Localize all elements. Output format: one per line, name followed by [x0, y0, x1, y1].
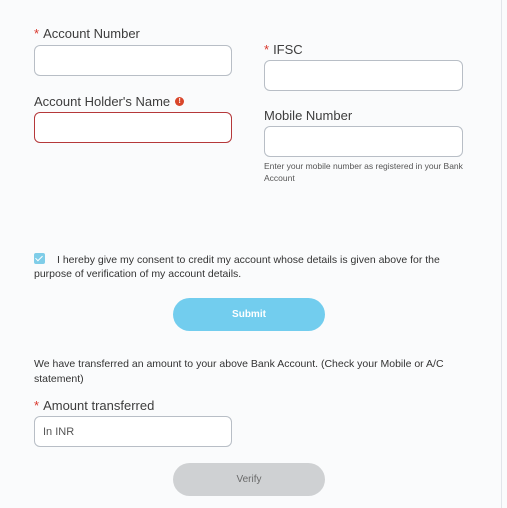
- transfer-info-text: We have transferred an amount to your above Bank Account. (Check your Mobile or A/C statement): [34, 358, 444, 385]
- account-number-input[interactable]: [34, 45, 232, 76]
- account-holder-name-label-text: Account Holder's Name: [34, 94, 171, 109]
- ifsc-input[interactable]: [264, 60, 463, 91]
- required-mark: *: [34, 26, 40, 41]
- error-icon: !: [175, 97, 184, 106]
- amount-transferred-label: [34, 398, 154, 413]
- ifsc-label-text: IFSC: [273, 42, 303, 57]
- consent-row: [34, 253, 464, 281]
- mobile-number-hint: Enter your mobile number as registered in your Bank Account: [264, 161, 463, 183]
- submit-button[interactable]: Submit: [173, 298, 325, 331]
- mobile-number-label-text: Mobile Number: [264, 108, 353, 123]
- frame-edge: [501, 0, 507, 508]
- consent-checkbox[interactable]: [34, 253, 45, 264]
- required-mark: *: [264, 42, 270, 57]
- account-number-label-text: Account Number: [43, 26, 140, 41]
- mobile-number-label: [264, 108, 352, 123]
- account-holder-name-input[interactable]: [34, 112, 232, 143]
- required-mark: *: [34, 398, 40, 413]
- verify-button[interactable]: Verify: [173, 463, 325, 496]
- account-number-label: [34, 26, 140, 41]
- amount-transferred-input[interactable]: [34, 416, 232, 447]
- consent-text: I hereby give my consent to credit my account whose details is given above for the purpose of verification of my account details.: [34, 254, 440, 280]
- account-holder-name-label: [34, 94, 184, 109]
- mobile-number-input[interactable]: [264, 126, 463, 157]
- amount-transferred-label-text: Amount transferred: [43, 398, 155, 413]
- ifsc-label: [264, 42, 303, 57]
